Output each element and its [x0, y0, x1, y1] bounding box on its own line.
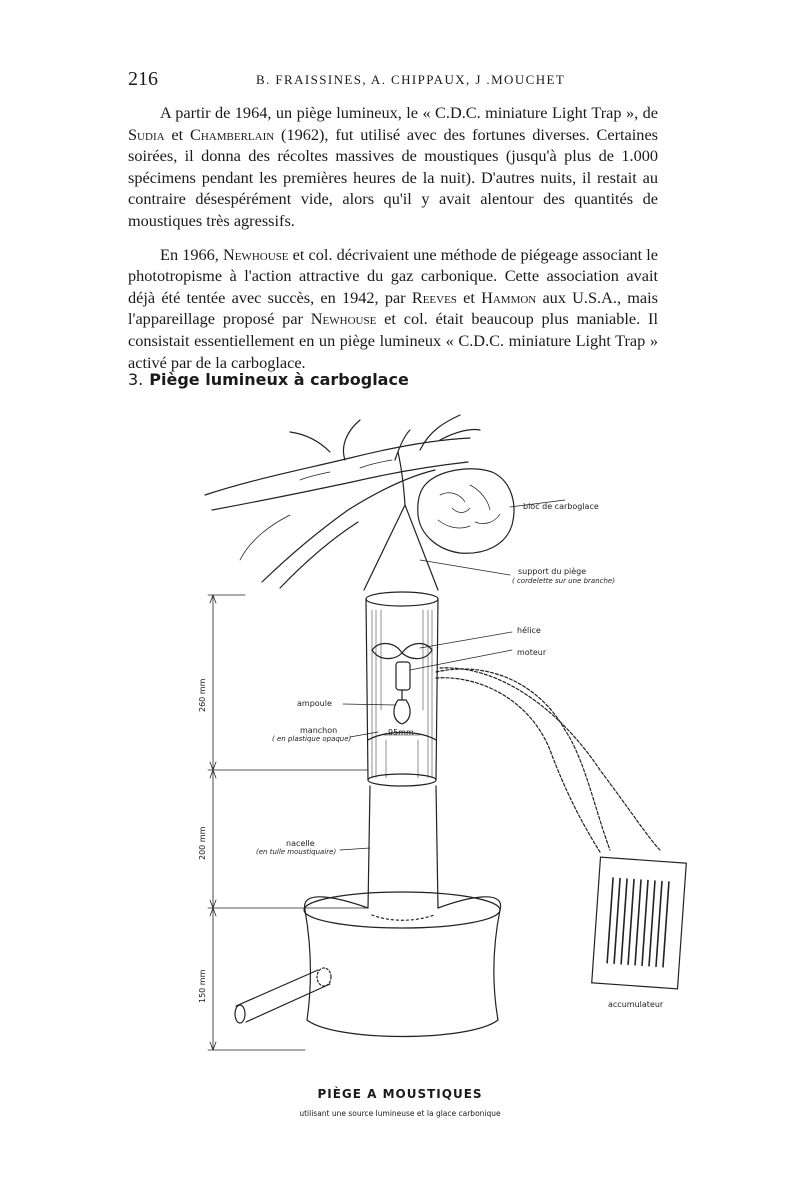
light-housing	[366, 592, 438, 786]
motor	[396, 662, 410, 690]
paragraph-1	[128, 102, 658, 232]
label-manchon: manchon	[300, 726, 338, 735]
section-number: 3.	[128, 370, 144, 389]
text-run: et col. décrivaient une méthode de piégeage associant le phototropisme à l'action attractive du gaz carbonique. Cette association avait déjà été tentée avec succès, en 1942, par	[128, 244, 658, 307]
label-support-note: ( cordelette sur une branche)	[512, 577, 615, 585]
entry-tube	[235, 968, 331, 1023]
figure-caption-title: PIÈGE A MOUSTIQUES	[317, 1087, 483, 1101]
battery	[592, 857, 687, 989]
paragraph-2	[128, 244, 658, 374]
trap-illustration	[0, 410, 800, 1090]
text-run: aux U.S.A., mais l'appareillage proposé par	[128, 287, 658, 329]
netting-bag	[304, 786, 501, 1037]
author-name: Newhouse	[223, 244, 289, 264]
leader-lines	[340, 500, 565, 850]
text-run: A partir de 1964, un piège lumineux, le « C.D.C. miniature Light Trap », de	[160, 103, 658, 122]
label-helice: hélice	[517, 626, 541, 635]
text-run: (1962), fut utilisé avec des fortunes diverses. Certaines soirées, il donna des récoltes massives de moustiques (jusqu'à plus de 1.000 spécimens pendant les premières heures de la nuit). D'autres nuits, il restait au contraire désespérément vide, alors qu'il y avait alentour des quantités de moustiques très agressifs.	[128, 124, 659, 230]
text-run: et	[456, 287, 482, 307]
author-name: Reeves	[411, 287, 457, 307]
trap-figure	[0, 410, 800, 1130]
dry-ice-block	[418, 469, 514, 553]
dimension-150: 150 mm	[198, 969, 207, 1003]
dimension-200: 200 mm	[198, 826, 207, 860]
author-name: Sudia	[128, 124, 165, 144]
author-name: Chamberlain	[189, 124, 275, 144]
dimension-260: 260 mm	[198, 678, 207, 712]
dimension-lines	[208, 595, 368, 1050]
page-header	[128, 68, 676, 96]
section-title: Piège lumineux à carboglace	[149, 370, 409, 389]
text-run: et	[164, 124, 190, 144]
support-string-right	[405, 505, 438, 590]
text-run: et col. était beaucoup plus maniable. Il consistait essentiellement en un piège lumineux « C.D.C. miniature Light Trap » activé par de la carboglace.	[128, 309, 658, 372]
page-number: 216	[128, 68, 158, 90]
label-diameter: 95mm	[388, 728, 414, 737]
label-nacelle-note: (en tulle moustiquaire)	[256, 848, 337, 856]
text-run: En 1966,	[160, 244, 223, 264]
tree-branch	[205, 415, 480, 588]
label-nacelle: nacelle	[286, 839, 315, 848]
light-bulb	[394, 700, 410, 724]
body-text	[128, 102, 658, 373]
label-accumulateur: accumulateur	[608, 1000, 664, 1009]
label-support: support du piège	[518, 567, 587, 576]
author-name: Hammon	[481, 287, 537, 307]
section-heading	[128, 370, 409, 389]
power-wire	[436, 668, 660, 852]
figure-caption-subtitle: utilisant une source lumineuse et la glace carbonique	[299, 1109, 501, 1118]
label-bloc: bloc de carboglace	[523, 502, 599, 511]
author-name: Newhouse	[310, 309, 377, 329]
label-ampoule: ampoule	[297, 699, 332, 708]
support-string-left	[364, 505, 405, 590]
running-head: B. FRAISSINES, A. CHIPPAUX, J .MOUCHET	[256, 72, 566, 87]
label-manchon-note: ( en plastique opaque)	[272, 735, 352, 743]
label-moteur: moteur	[517, 648, 547, 657]
